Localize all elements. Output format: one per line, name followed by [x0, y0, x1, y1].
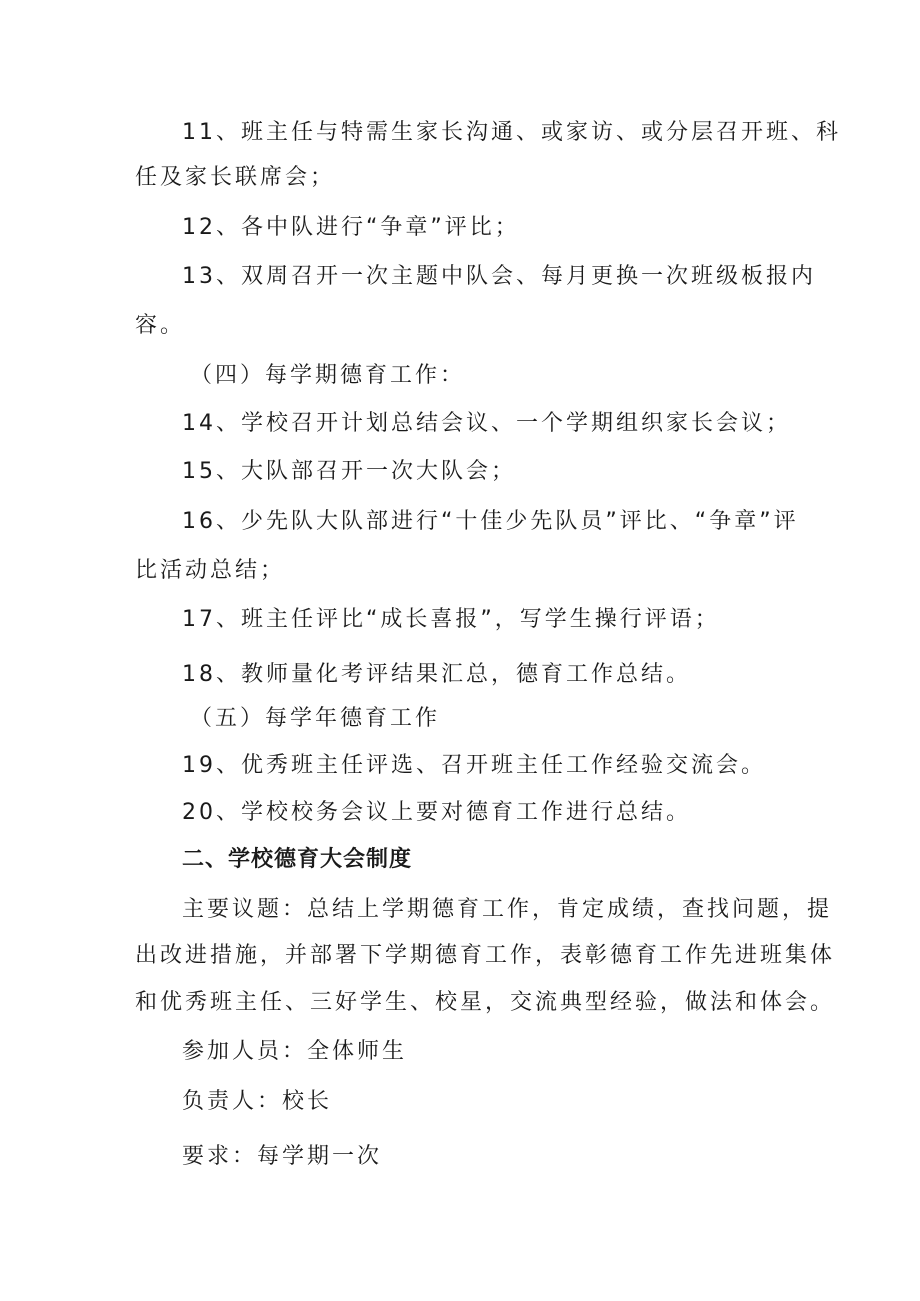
item-11-line-2: 任及家长联席会；: [135, 165, 336, 190]
section-heading-4: （四）每学期德育工作：: [190, 363, 466, 388]
item-13-line-1: 13、双周召开一次主题中队会、每月更换一次班级板报内: [182, 264, 816, 289]
item-15: 15、大队部召开一次大队会；: [182, 459, 516, 484]
topics-line-1: 主要议题：总结上学期德育工作，肯定成绩，查找问题，提: [182, 897, 833, 922]
chapter-heading-2: 二、学校德育大会制度: [182, 847, 413, 872]
item-14: 14、学校召开计划总结会议、一个学期组织家长会议；: [182, 411, 791, 436]
topics-line-2: 出改进措施，并部署下学期德育工作，表彰德育工作先进班集体: [135, 943, 836, 968]
item-20: 20、学校校务会议上要对德育工作进行总结。: [182, 800, 691, 825]
item-12: 12、各中队进行“争章”评比；: [182, 215, 520, 240]
item-19: 19、优秀班主任评选、召开班主任工作经验交流会。: [182, 753, 766, 778]
item-13-line-2: 容。: [135, 313, 186, 338]
item-11-line-1: 11、班主任与特需生家长沟通、或家访、或分层召开班、科: [182, 120, 841, 145]
item-16-line-1: 16、少先队大队部进行“十佳少先队员”评比、“争章”评: [182, 509, 799, 534]
section-heading-5: （五）每学年德育工作: [190, 706, 441, 731]
requirement: 要求：每学期一次: [182, 1144, 383, 1169]
participants: 参加人员：全体师生: [182, 1039, 408, 1064]
item-18: 18、教师量化考评结果汇总，德育工作总结。: [182, 662, 691, 687]
item-16-line-2: 比活动总结；: [135, 558, 286, 583]
topics-line-3: 和优秀班主任、三好学生、校星，交流典型经验，做法和体会。: [135, 990, 836, 1015]
person-in-charge: 负责人：校长: [182, 1089, 333, 1114]
item-17: 17、班主任评比“成长喜报”，写学生操行评语；: [182, 607, 720, 632]
